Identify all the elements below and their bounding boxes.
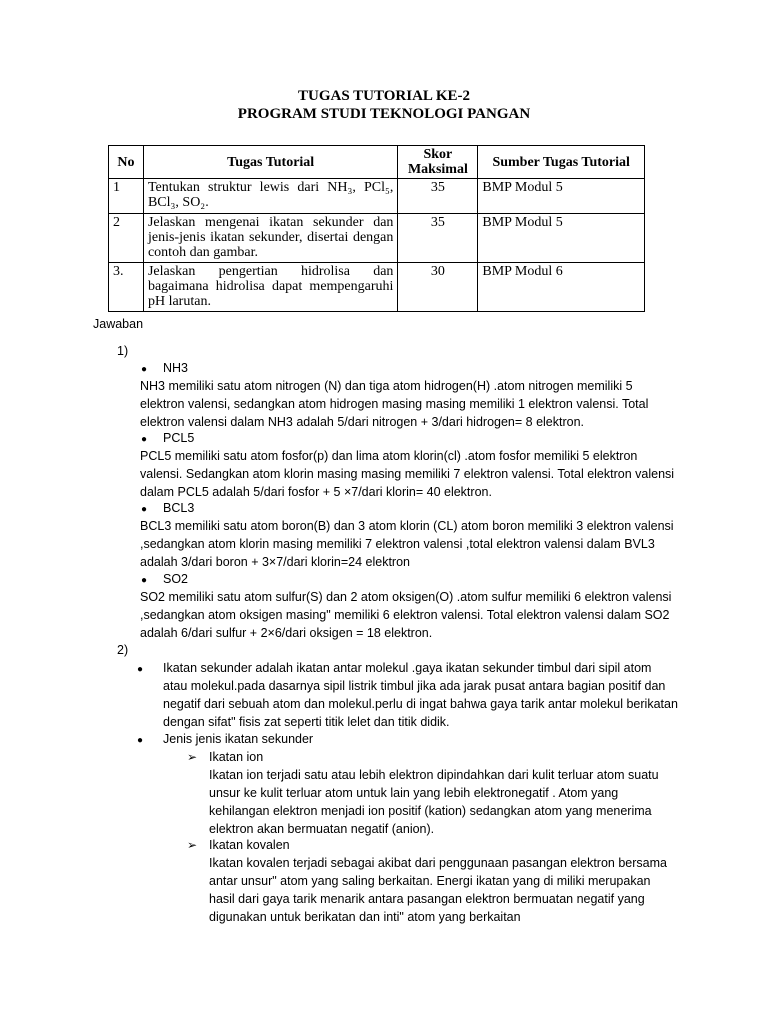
row-tugas: Jelaskan pengertian hidrolisa dan bagaimana hidrolisa dapat mempengaruhi pH larutan. — [143, 263, 397, 312]
row-skor: 30 — [398, 263, 478, 312]
row-sumber: BMP Modul 5 — [478, 214, 645, 263]
header-no: No — [109, 146, 144, 179]
ikatan-kovalen-text: Ikatan kovalen terjadi sebagai akibat dari penggunaan pasangan elektron bersama antar unsur" atom yang saling berkaitan. Energi ikatan yang di miliki merupakan hasil dari gaya tarik menarik antara pasangan elektron bermuatan negatif yang digunakan untuk berikatan dan inti" atom yang berkaitan — [209, 856, 667, 924]
pcl5-text: PCL5 memiliki satu atom fosfor(p) dan lima atom klorin(cl) .atom fosfor memiliki 5 elektron valensi. Sedangkan atom klorin masing masing memiliki 7 elektron valensi. Total elektron valensi dalam PCL5 adalah 5/dari fosfor + 5 ×7/dari klorin= 40 elektron. — [140, 449, 675, 499]
answer-2-number: 2) — [117, 643, 129, 657]
row-skor: 35 — [398, 214, 478, 263]
row-no: 2 — [109, 214, 144, 263]
arrow-bullet-icon: ➢ — [187, 838, 198, 852]
row-no: 3. — [109, 263, 144, 312]
nh3-heading: NH3 — [163, 361, 189, 375]
table-row — [109, 263, 645, 312]
so2-heading: SO2 — [163, 572, 189, 586]
bullet-icon: ● — [141, 434, 148, 445]
bcl3-text: BCL3 memiliki satu atom boron(B) dan 3 atom klorin (CL) atom boron memiliki 3 elektron valensi ,sedangkan atom klorin masing memiliki 7 elektron valensi ,total elektron valensi dalam BVL3 adalah 3/dari boron + 3×7/dari klorin=24 elektron — [140, 519, 674, 569]
bcl3-heading: BCL3 — [163, 501, 195, 515]
jawaban-label: Jawaban — [93, 317, 144, 331]
ikatan-kovalen-heading: Ikatan kovalen — [209, 838, 290, 852]
ikatan-ion-heading: Ikatan ion — [209, 750, 264, 764]
row-tugas: Tentukan struktur lewis dari NH₃, PCl₅, BCl₃, SO₂. — [143, 179, 397, 214]
jenis-ikatan-heading: Jenis jenis ikatan sekunder — [163, 732, 314, 746]
row-tugas: Jelaskan mengenai ikatan sekunder dan jenis-jenis ikatan sekunder, disertai dengan contoh dan gambar. — [143, 214, 397, 263]
arrow-bullet-icon: ➢ — [187, 750, 198, 764]
nh3-text: NH3 memiliki satu atom nitrogen (N) dan tiga atom hidrogen(H) .atom nitrogen memiliki 5 elektron valensi, sedangkan atom hidrogen masing masing memiliki 1 elektron valensi. Total elektron valensi dalam NH3 adalah 5/dari nitrogen + 3/dari hidrogen= 8 elektron. — [140, 379, 649, 429]
table-row — [109, 214, 645, 263]
document-title: TUGAS TUTORIAL KE-2 — [298, 88, 470, 104]
row-no: 1 — [109, 179, 144, 214]
task-table — [108, 145, 645, 312]
ikatan-ion-text: Ikatan ion terjadi satu atau lebih elektron dipindahkan dari kulit terluar atom suatu unsur ke kulit terluar atom untuk lain yang lebih elektronegatif . Atom yang kehilangan elektron menjadi ion positif (kation) sedangkan atom yang menerima elektron akan bermuatan negatif (anion). — [209, 768, 659, 836]
program-title: PROGRAM STUDI TEKNOLOGI PANGAN — [237, 106, 531, 122]
answer-1-number: 1) — [117, 344, 129, 358]
bullet-icon: ● — [137, 735, 144, 746]
ikatan-sekunder-text: Ikatan sekunder adalah ikatan antar molekul .gaya ikatan sekunder timbul dari sipil atom atau molekul.pada dasarnya sipil listrik timbul jika ada jarak pusat antara bagian positif dan negatif dari sebuah atom dan molekul.perlu di ingat bahwa gaya tarik antar molekul berikatan dengan sifat" fisis zat seperti titik lelet dan titik didik. — [163, 661, 678, 729]
so2-text: SO2 memiliki satu atom sulfur(S) dan 2 atom oksigen(O) .atom sulfur memiliki 6 elektron valensi ,sedangkan atom oksigen masing" memiliki 6 elektron valensi. Total elektron valensi dalam SO2 adalah 6/dari sulfur + 2×6/dari oksigen = 18 elektron. — [140, 590, 672, 640]
pcl5-heading: PCL5 — [163, 431, 195, 445]
header-sumber: Sumber Tugas Tutorial — [478, 146, 645, 179]
row-sumber: BMP Modul 5 — [478, 179, 645, 214]
bullet-icon: ● — [137, 664, 144, 675]
table-header-row — [109, 146, 645, 179]
header-skor: Skor Maksimal — [398, 146, 478, 179]
bullet-icon: ● — [141, 575, 148, 586]
bullet-icon: ● — [141, 364, 148, 375]
header-tugas: Tugas Tutorial — [143, 146, 397, 179]
bullet-icon: ● — [141, 504, 148, 515]
row-sumber: BMP Modul 6 — [478, 263, 645, 312]
table-row — [109, 179, 645, 214]
row-skor: 35 — [398, 179, 478, 214]
